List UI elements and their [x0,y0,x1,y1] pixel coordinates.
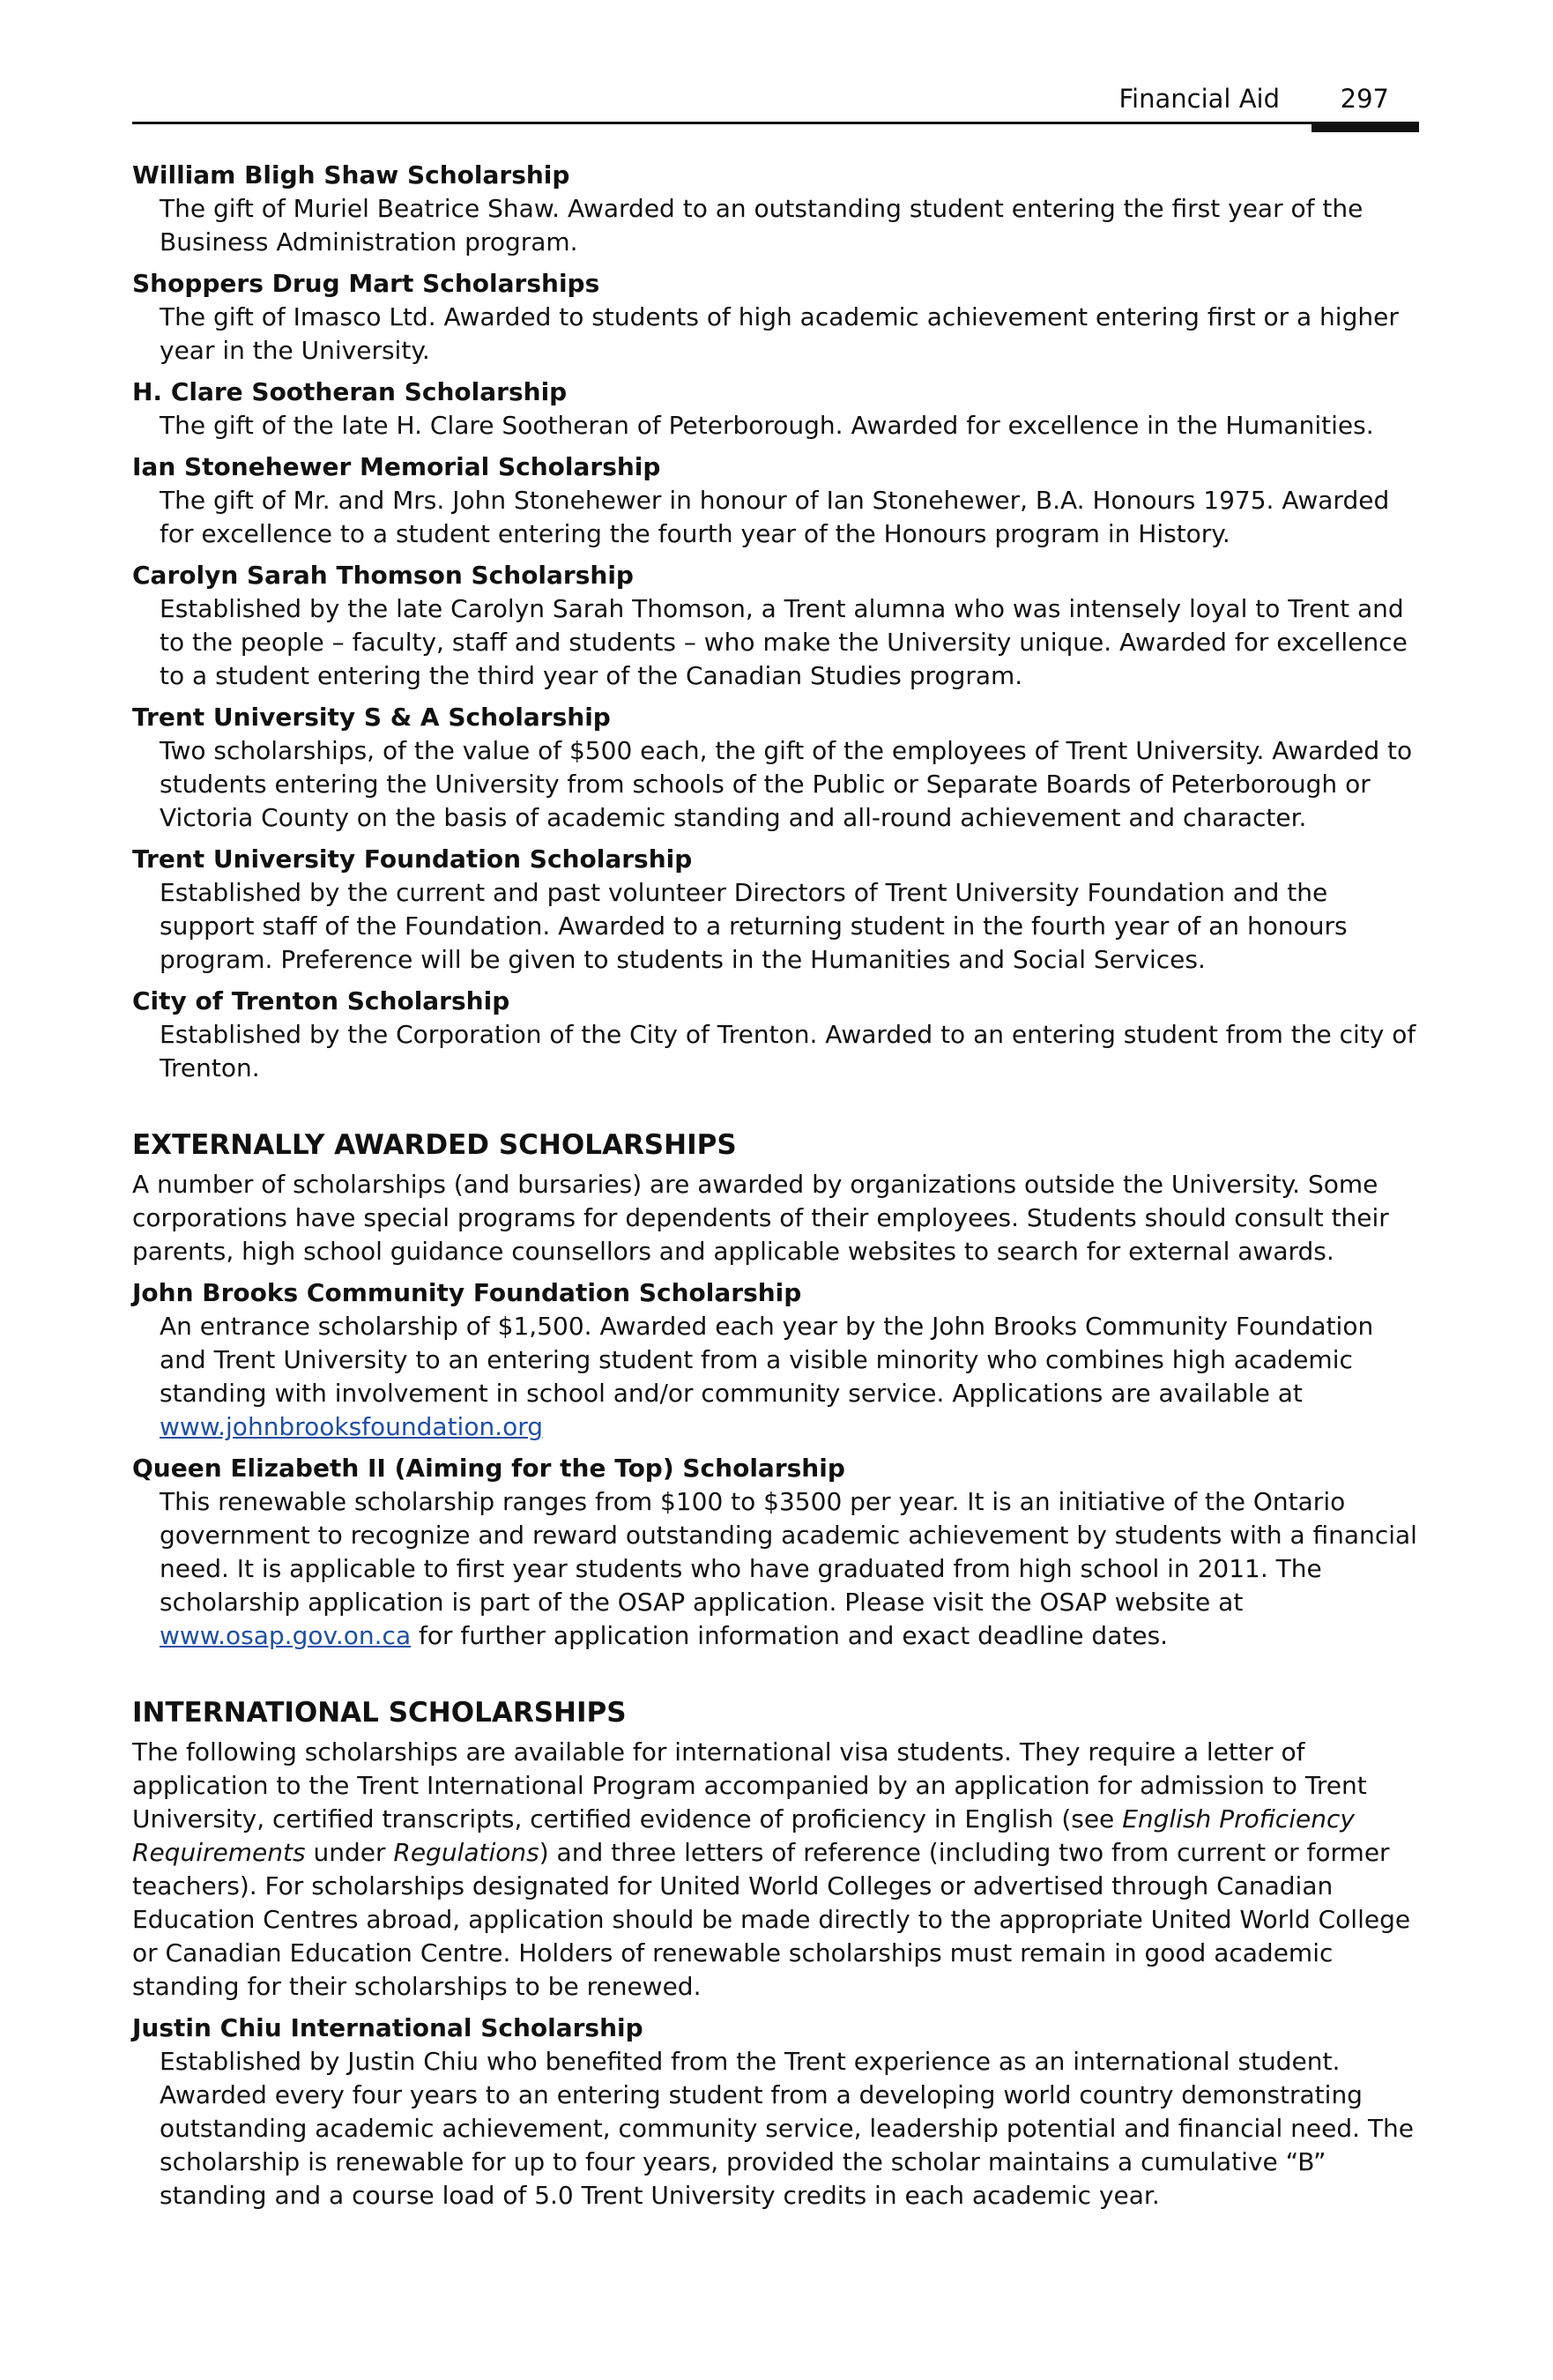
scholarship-entry [132,376,1419,443]
scholarship-description: Established by Justin Chiu who benefited from the Trent experience as an international student. Awarded every four years to an entering student from a developing world country demonstrating outstanding academic achievement, community service, leadership potential and financial need. The scholarship is renewable for up to four years, provided the scholar maintains a cumulative “B” standing and a course load of 5.0 Trent University credits in each academic year. [160,2047,1415,2210]
header-rule [132,122,1419,124]
scholarship-entry [132,267,1419,368]
section-intro-external: A number of scholarships (and bursaries) are awarded by organizations outside the University. Some corporations have special programs for dependents of their employees. Students should consult their parents, high school guidance counsellors and applicable websites to search for external awards. [132,1170,1389,1266]
intro-italic-english-proficiency: English Proficiency Requirements [132,1804,1355,1867]
section-heading-international: INTERNATIONAL SCHOLARSHIPS [132,1697,627,1729]
scholarship-name: Ian Stonehewer Memorial Scholarship [132,452,661,481]
scholarship-name: Shoppers Drug Mart Scholarships [132,269,600,298]
intro-italic-regulations: Regulations [393,1838,539,1867]
scholarship-entry [132,701,1419,835]
scholarship-description: The gift of the late H. Clare Sootheran of Peterborough. Awarded for excellence in the Humanities. [160,411,1374,440]
scholarship-description: The gift of Imasco Ltd. Awarded to students of high academic achievement entering first or a higher year in the University. [160,302,1399,365]
scholarship-entry [132,450,1419,551]
scholarship-description: Established by the Corporation of the City of Trenton. Awarded to an entering student from the city of Trenton. [160,1020,1416,1082]
scholarship-entry [132,2012,1419,2213]
intro-text: under [305,1838,394,1867]
scholarship-name: John Brooks Community Foundation Scholarship [132,1278,802,1307]
section-heading-external: EXTERNALLY AWARDED SCHOLARSHIPS [132,1129,737,1161]
description-text-after: for further application information and exact deadline dates. [411,1621,1169,1650]
scholarship-name: H. Clare Sootheran Scholarship [132,377,568,406]
scholarship-entry [132,1452,1419,1653]
header-section-title: Financial Aid [1118,84,1280,114]
description-text: This renewable scholarship ranges from $100 to $3500 per year. It is an initiative of the Ontario government to recognize and reward outstanding academic achievement by students with a financial need. It is applicable to first year students who have graduated from high school in 2011. The scholarship application is part of the OSAP application. Please visit the OSAP website at [160,1487,1417,1617]
osap-website-link[interactable]: www.osap.gov.on.ca [160,1621,412,1650]
scholarship-description: Established by the late Carolyn Sarah Thomson, a Trent alumna who was intensely loyal to Trent and to the people – faculty, staff and students – who make the University unique. Awarded for excellence to a student entering the third year of the Canadian Studies program. [160,594,1408,690]
scholarship-description [160,1485,1418,1653]
scholarship-name: Trent University S & A Scholarship [132,703,611,732]
intro-text: The following scholarships are available for international visa students. They require a letter of application to the Trent International Program accompanied by an application for admission to Trent University, certified transcripts, certified evidence of proficiency in English (see [132,1737,1367,1833]
scholarship-entry [132,1276,1419,1444]
running-header [132,79,1419,132]
scholarship-entry [132,559,1419,693]
scholarship-entry [132,159,1419,259]
scholarship-name: Trent University Foundation Scholarship [132,844,693,874]
scholarship-description: Established by the current and past volunteer Directors of Trent University Foundation and the support staff of the Foundation. Awarded to a returning student in the fourth year of an honours program. Preference will be given to students in the Humanities and Social Services. [160,878,1348,974]
scholarship-name: Queen Elizabeth II (Aiming for the Top) Scholarship [132,1454,845,1483]
scholarship-name: William Bligh Shaw Scholarship [132,160,570,190]
section-intro-international [132,1736,1419,2004]
scholarship-name: Justin Chiu International Scholarship [132,2013,643,2042]
scholarship-description: The gift of Muriel Beatrice Shaw. Awarded to an outstanding student entering the first year of the Business Administration program. [160,194,1364,257]
description-text: An entrance scholarship of $1,500. Awarded each year by the John Brooks Community Foundation and Trent University to an entering student from a visible minority who combines high academic standing with involvement in school and/or community service. Applications are available at [160,1312,1374,1408]
scholarship-description: Two scholarships, of the value of $500 each, the gift of the employees of Trent University. Awarded to students entering the University from schools of the Public or Separate Boards of Peterborough or Victoria County on the basis of academic standing and all-round achievement and character. [160,736,1413,832]
scholarship-entry [132,843,1419,977]
scholarship-name: City of Trenton Scholarship [132,986,510,1015]
page-number: 297 [1340,84,1389,114]
john-brooks-foundation-link[interactable]: www.johnbrooksfoundation.org [160,1412,544,1441]
scholarship-description: The gift of Mr. and Mrs. John Stonehewer in honour of Ian Stonehewer, B.A. Honours 1975. Awarded for excellence to a student entering the fourth year of the Honours program in History. [160,486,1390,548]
page-content [132,159,1419,2220]
header-tab-bar [1312,122,1419,132]
intro-text: ) and three letters of reference (including two from current or former teachers). For scholarships designated for United World Colleges or advertised through Canadian Education Centres abroad, application should be made directly to the appropriate United World College or Canadian Education Centre. Holders of renewable scholarships must remain in good academic standing for their scholarships to be renewed. [132,1838,1411,2001]
scholarship-entry [132,985,1419,1085]
scholarship-description [160,1310,1418,1444]
scholarship-name: Carolyn Sarah Thomson Scholarship [132,561,634,590]
